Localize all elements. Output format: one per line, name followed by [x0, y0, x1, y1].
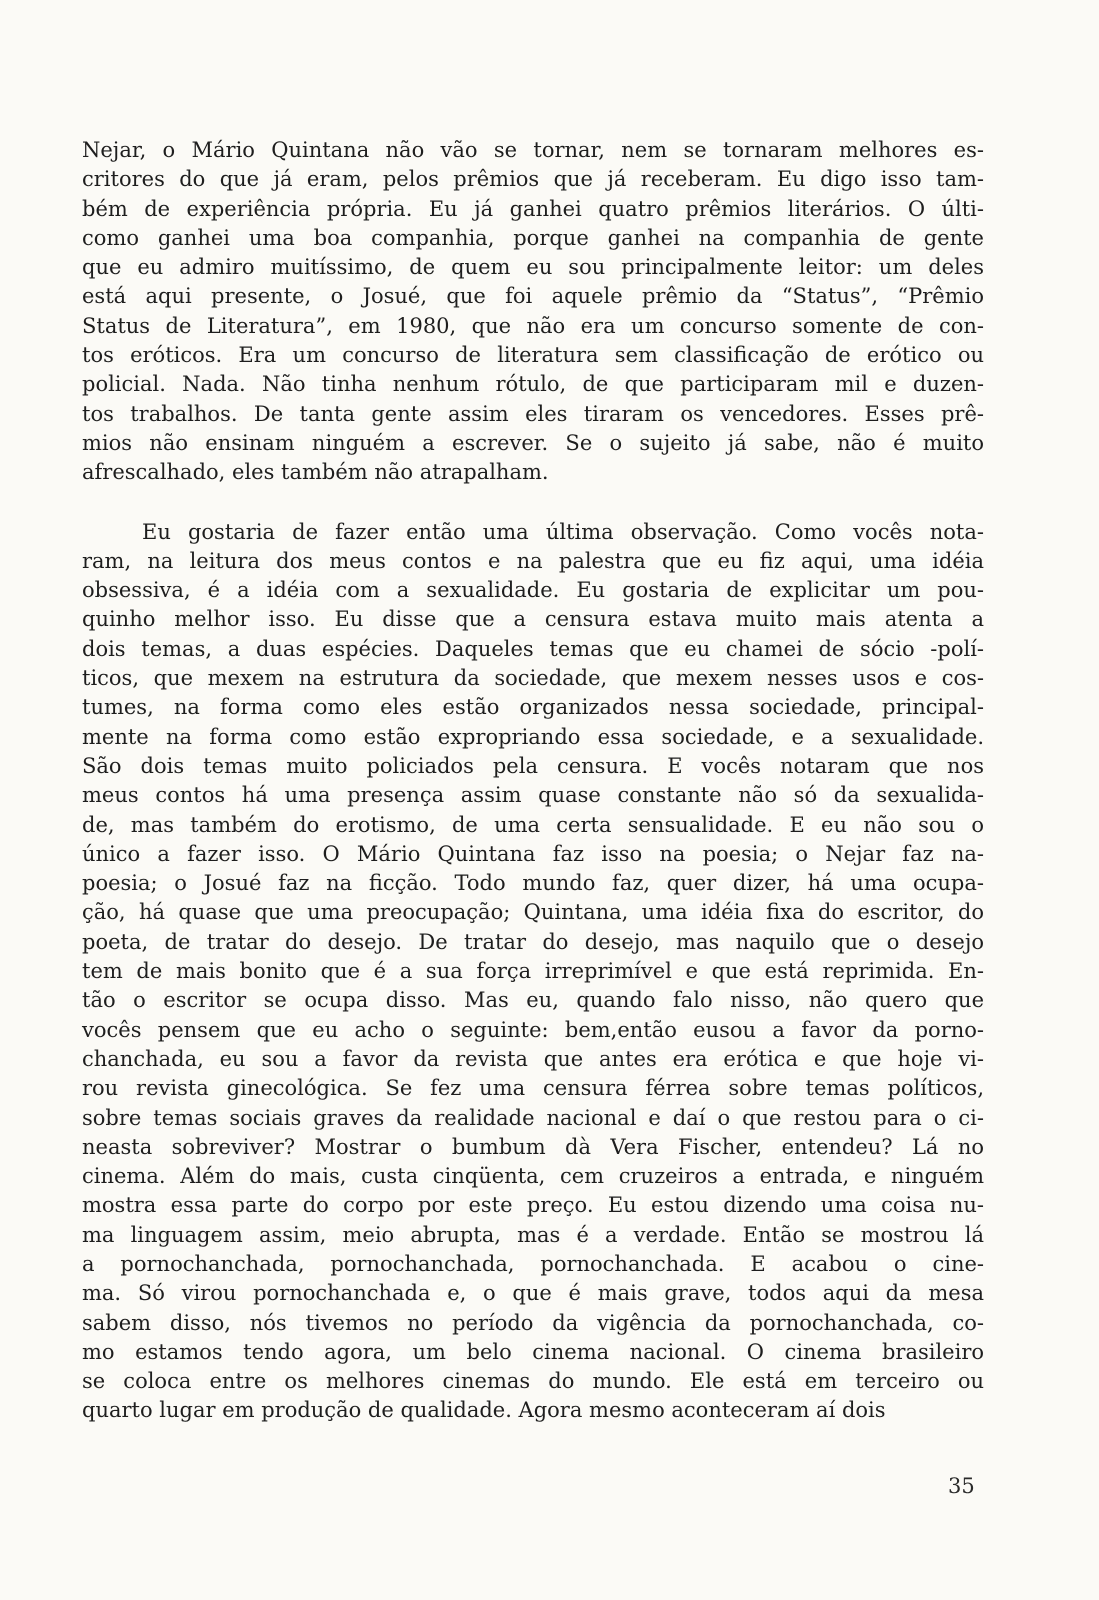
text-line: poesia; o Josué faz na ficção. Todo mundo faz, quer dizer, há uma ocupa-	[82, 871, 984, 896]
text-line: ma linguagem assim, meio abrupta, mas é a verdade. Então se mostrou lá	[82, 1222, 984, 1247]
text-line: que eu admiro muitíssimo, de quem eu sou principalmente leitor: um deles	[82, 255, 984, 280]
text-line: policial. Nada. Não tinha nenhum rótulo, de que participaram mil e duzen-	[82, 372, 984, 397]
text-line: meus contos há uma presença assim quase constante não só da sexualida-	[82, 783, 984, 808]
text-line: mente na forma como estão expropriando essa sociedade, e a sexualidade.	[82, 724, 984, 749]
text-line: chanchada, eu sou a favor da revista que antes era erótica e que hoje vi-	[82, 1046, 984, 1071]
text-line: tão o escritor se ocupa disso. Mas eu, quando falo nisso, não quero que	[82, 988, 984, 1013]
text-line: cinema. Além do mais, custa cinqüenta, cem cruzeiros a entrada, e ninguém	[82, 1164, 984, 1189]
text-line: poeta, de tratar do desejo. De tratar do desejo, mas naquilo que o desejo	[82, 929, 984, 954]
text-line: São dois temas muito policiados pela censura. E vocês notaram que nos	[82, 753, 984, 778]
text-line: tumes, na forma como eles estão organizados nessa sociedade, principal-	[82, 695, 984, 720]
text-line: ção, há quase que uma preocupação; Quintana, uma idéia fixa do escritor, do	[82, 900, 984, 925]
text-line: mo estamos tendo agora, um belo cinema nacional. O cinema brasileiro	[82, 1339, 984, 1364]
text-line: obsessiva, é a idéia com a sexualidade. Eu gostaria de explicitar um pou-	[82, 578, 984, 603]
text-line: afrescalhado, eles também não atrapalham.	[82, 460, 549, 485]
text-line: está aqui presente, o Josué, que foi aquele prêmio da “Status”, “Prêmio	[82, 284, 984, 309]
text-line: Eu gostaria de fazer então uma última observação. Como vocês nota-	[142, 519, 984, 544]
text-line: critores do que já eram, pelos prêmios que já receberam. Eu digo isso tam-	[82, 167, 984, 192]
text-line: mios não ensinam ninguém a escrever. Se o sujeito já sabe, não é muito	[82, 430, 984, 455]
paragraph-2	[82, 518, 984, 1426]
text-line: dois temas, a duas espécies. Daqueles temas que eu chamei de sócio -polí-	[82, 636, 984, 661]
text-line: se coloca entre os melhores cinemas do mundo. Ele está em terceiro ou	[82, 1369, 984, 1394]
text-line: quarto lugar em produção de qualidade. Agora mesmo aconteceram aí dois	[82, 1398, 886, 1423]
text-line: quinho melhor isso. Eu disse que a censura estava muito mais atenta a	[82, 607, 984, 632]
text-line: único a fazer isso. O Mário Quintana faz isso na poesia; o Nejar faz na-	[82, 841, 984, 866]
paragraph-1	[82, 136, 984, 488]
text-line: ticos, que mexem na estrutura da sociedade, que mexem nesses usos e cos-	[82, 666, 984, 691]
page-number: 35	[948, 1474, 975, 1498]
text-line: tem de mais bonito que é a sua força irreprimível e que está reprimida. En-	[82, 959, 984, 984]
text-line: de, mas também do erotismo, de uma certa sensualidade. E eu não sou o	[82, 812, 984, 837]
text-line: ram, na leitura dos meus contos e na palestra que eu fiz aqui, uma idéia	[82, 548, 984, 573]
text-line: neasta sobreviver? Mostrar o bumbum dà Vera Fischer, entendeu? Lá no	[82, 1134, 984, 1159]
text-line: rou revista ginecológica. Se fez uma censura férrea sobre temas políticos,	[82, 1076, 984, 1101]
body-text	[82, 136, 984, 1426]
text-line: a pornochanchada, pornochanchada, pornochanchada. E acabou o cine-	[82, 1251, 984, 1276]
text-line: tos eróticos. Era um concurso de literatura sem classificação de erótico ou	[82, 343, 984, 368]
text-line: bém de experiência própria. Eu já ganhei quatro prêmios literários. O últi-	[82, 196, 984, 221]
text-line: Status de Literatura”, em 1980, que não era um concurso somente de con-	[82, 313, 984, 338]
text-line: Nejar, o Mário Quintana não vão se tornar, nem se tornaram melhores es-	[82, 138, 984, 162]
text-line: como ganhei uma boa companhia, porque ganhei na companhia de gente	[82, 225, 984, 250]
text-line: sobre temas sociais graves da realidade nacional e daí o que restou para o ci-	[82, 1105, 984, 1130]
text-line: tos trabalhos. De tanta gente assim eles tiraram os vencedores. Esses prê-	[82, 401, 984, 426]
text-line: sabem disso, nós tivemos no período da vigência da pornochanchada, co-	[82, 1310, 984, 1335]
text-line: vocês pensem que eu acho o seguinte: bem,então eusou a favor da porno-	[82, 1017, 984, 1042]
text-line: mostra essa parte do corpo por este preço. Eu estou dizendo uma coisa nu-	[82, 1193, 984, 1218]
text-line: ma. Só virou pornochanchada e, o que é mais grave, todos aqui da mesa	[82, 1281, 984, 1306]
paragraph-gap	[82, 488, 984, 518]
